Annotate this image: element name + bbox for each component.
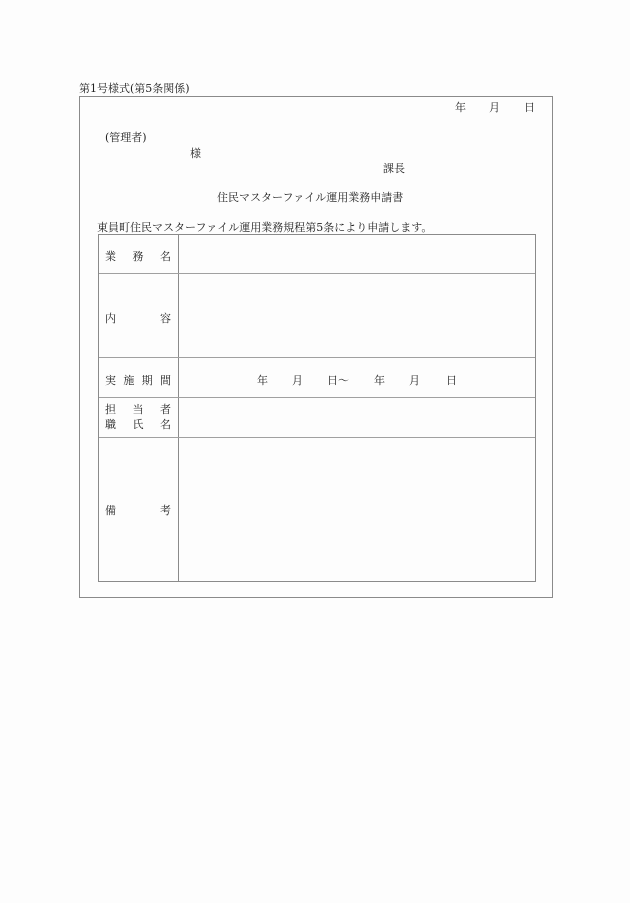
field-remarks[interactable] bbox=[179, 438, 535, 581]
field-period[interactable] bbox=[179, 358, 535, 397]
field-business-name[interactable] bbox=[179, 235, 535, 273]
header-day: 日 bbox=[524, 101, 535, 114]
field-content[interactable] bbox=[179, 274, 535, 357]
period-end-year: 年 bbox=[374, 374, 385, 387]
period-start-year: 年 bbox=[257, 374, 268, 387]
addressee-role: (管理者) bbox=[105, 131, 147, 144]
header-month: 月 bbox=[489, 101, 500, 114]
period-end-month: 月 bbox=[409, 374, 420, 387]
header-year: 年 bbox=[455, 101, 466, 114]
application-table bbox=[98, 234, 536, 582]
period-start-day: 日〜 bbox=[327, 374, 349, 387]
intro-text: 東員町住民マスターファイル運用業務規程第5条により申請します。 bbox=[97, 221, 433, 234]
period-start-month: 月 bbox=[292, 374, 303, 387]
label-person-in-charge: 担 当 者 職 氏 名 bbox=[105, 403, 171, 431]
label-content: 内 容 bbox=[105, 312, 171, 325]
sender-title: 課長 bbox=[383, 162, 405, 175]
form-number: 第1号様式(第5条関係) bbox=[79, 82, 190, 95]
label-business-name: 業 務 名 bbox=[105, 250, 171, 263]
field-person-in-charge[interactable] bbox=[179, 398, 535, 437]
label-remarks: 備 考 bbox=[105, 504, 171, 517]
document-title: 住民マスターファイル運用業務申請書 bbox=[217, 191, 404, 204]
addressee-honorific: 様 bbox=[190, 147, 201, 160]
label-period: 実 施 期 間 bbox=[105, 374, 171, 387]
period-end-day: 日 bbox=[446, 374, 457, 387]
